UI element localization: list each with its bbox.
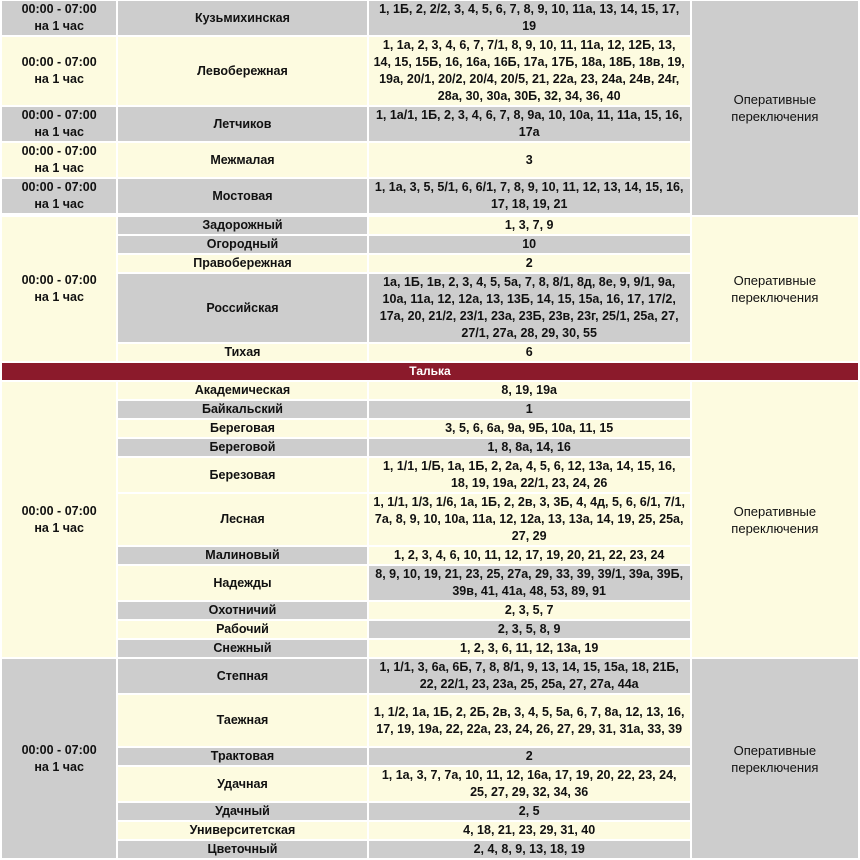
table-row: [2, 659, 858, 693]
houses-cell: 2, 3, 5, 7: [369, 602, 690, 619]
time-cell: 00:00 - 07:00 на 1 час: [2, 217, 116, 361]
street-cell: Рабочий: [118, 621, 366, 638]
houses-cell: 2, 5: [369, 803, 690, 820]
time-cell: 00:00 - 07:00 на 1 час: [2, 107, 116, 141]
houses-cell: 1, 1/2, 1а, 1Б, 2, 2Б, 2в, 3, 4, 5, 5а, 6, 7, 8а, 12, 13, 16, 17, 19, 19а, 22, 22а, 23, 24, 26, 27, 29, 31, 31а, 33, 39: [369, 695, 690, 746]
houses-cell: 10: [369, 236, 690, 253]
operations-cell: Оперативные переключения: [692, 659, 858, 858]
houses-cell: 1а, 1Б, 1в, 2, 3, 4, 5, 5а, 7, 8, 8/1, 8д, 8е, 9, 9/1, 9а, 10а, 11а, 12, 12а, 13, 13Б, 14, 15, 15а, 16, 17, 17/2, 17а, 20, 21/2, 23/1, 23а, 23Б, 23в, 23г, 25/1, 25а, 27, 27/1, 27а, 28, 29, 30, 55: [369, 274, 690, 342]
street-cell: Трактовая: [118, 748, 366, 765]
street-cell: Правобережная: [118, 255, 366, 272]
street-cell: Береговой: [118, 439, 366, 456]
street-cell: Надежды: [118, 566, 366, 600]
street-cell: Охотничий: [118, 602, 366, 619]
section-title: Талька: [2, 363, 858, 380]
houses-cell: 1, 1а/1, 1Б, 2, 3, 4, 6, 7, 8, 9а, 10, 10а, 11, 11а, 15, 16, 17а: [369, 107, 690, 141]
street-cell: Березовая: [118, 458, 366, 492]
time-cell: [2, 1, 116, 35]
street-cell: Летчиков: [118, 107, 366, 141]
houses-cell: 1, 2, 3, 4, 6, 10, 11, 12, 17, 19, 20, 21, 22, 23, 24: [369, 547, 690, 564]
street-cell: Снежный: [118, 640, 366, 657]
street-cell: Академическая: [118, 382, 366, 399]
time-cell: 00:00 - 07:00 на 1 час: [2, 659, 116, 858]
houses-cell: 1, 1/1, 1/3, 1/6, 1а, 1Б, 2, 2в, 3, 3Б, 4, 4д, 5, 6, 6/1, 7/1, 7а, 8, 9, 10, 10а, 11а, 12, 12а, 13, 13а, 14, 19, 25, 25а, 27, 29: [369, 494, 690, 545]
street-cell: Лесная: [118, 494, 366, 545]
houses-cell: 2, 3, 5, 8, 9: [369, 621, 690, 638]
street-cell: Задорожный: [118, 217, 366, 234]
houses-cell: 1, 1/1, 3, 6а, 6Б, 7, 8, 8/1, 9, 13, 14, 15, 15а, 18, 21Б, 22, 22/1, 23, 23а, 25, 25а, 27, 27а, 44а: [369, 659, 690, 693]
street-cell: Удачный: [118, 803, 366, 820]
houses-cell: 3, 5, 6, 6а, 9а, 9Б, 10а, 11, 15: [369, 420, 690, 437]
houses-cell: 3: [369, 143, 690, 177]
houses-cell: 1, 1а, 3, 5, 5/1, 6, 6/1, 7, 8, 9, 10, 11, 12, 13, 14, 15, 16, 17, 18, 19, 21: [369, 179, 690, 213]
street-cell: Университетская: [118, 822, 366, 839]
street-cell: Береговая: [118, 420, 366, 437]
operations-cell: Оперативные переключения: [692, 217, 858, 361]
street-cell: Тихая: [118, 344, 366, 361]
time-cell: 00:00 - 07:00 на 1 час: [2, 37, 116, 105]
street-cell: Межмалая: [118, 143, 366, 177]
street-cell: Степная: [118, 659, 366, 693]
street-cell: Удачная: [118, 767, 366, 801]
street-cell: Цветочный: [118, 841, 366, 858]
houses-cell: 2: [369, 255, 690, 272]
street-cell: Таежная: [118, 695, 366, 746]
houses-cell: 1, 1Б, 2, 2/2, 3, 4, 5, 6, 7, 8, 9, 10, 11а, 13, 14, 15, 17, 19: [369, 1, 690, 35]
houses-cell: 1, 1а, 3, 7, 7а, 10, 11, 12, 16а, 17, 19, 20, 22, 23, 24, 25, 27, 29, 32, 34, 36: [369, 767, 690, 801]
houses-cell: 1, 2, 3, 6, 11, 12, 13а, 19: [369, 640, 690, 657]
time-cell: 00:00 - 07:00 на 1 час: [2, 179, 116, 213]
table-row: [2, 382, 858, 399]
street-cell: Мостовая: [118, 179, 366, 213]
houses-cell: 8, 9, 10, 19, 21, 23, 25, 27а, 29, 33, 39, 39/1, 39а, 39Б, 39в, 41, 41а, 48, 53, 89, 91: [369, 566, 690, 600]
houses-cell: 8, 19, 19а: [369, 382, 690, 399]
houses-cell: 2, 4, 8, 9, 13, 18, 19: [369, 841, 690, 858]
houses-cell: 6: [369, 344, 690, 361]
houses-cell: 2: [369, 748, 690, 765]
houses-cell: 1, 1а, 2, 3, 4, 6, 7, 7/1, 8, 9, 10, 11, 11а, 12, 12Б, 13, 14, 15, 15Б, 16, 16а, 16Б, 17а, 17Б, 18а, 18Б, 18в, 19, 19а, 20/1, 20/2, 20/4, 20/5, 21, 22а, 23, 24а, 24в, 24г, 28а, 30, 30а, 30Б, 32, 34, 36, 40: [369, 37, 690, 105]
time-range: 00:00 - 07:00 на 1 час: [21, 2, 97, 33]
houses-cell: 4, 18, 21, 23, 29, 31, 40: [369, 822, 690, 839]
street-cell: Малиновый: [118, 547, 366, 564]
street-cell: Огородный: [118, 236, 366, 253]
street-cell: Байкальский: [118, 401, 366, 418]
table-row: [2, 217, 858, 234]
street-cell: Левобережная: [118, 37, 366, 105]
operations-cell: Оперативные переключения: [692, 382, 858, 657]
section-row: [2, 363, 858, 380]
houses-cell: 1: [369, 401, 690, 418]
street-cell: Кузьмихинская: [118, 1, 366, 35]
time-cell: 00:00 - 07:00 на 1 час: [2, 382, 116, 657]
street-cell: Российская: [118, 274, 366, 342]
houses-cell: 1, 8, 8а, 14, 16: [369, 439, 690, 456]
time-cell: 00:00 - 07:00 на 1 час: [2, 143, 116, 177]
houses-cell: 1, 3, 7, 9: [369, 217, 690, 234]
table-row: [2, 1, 858, 35]
operations-cell: Оперативные переключения: [692, 1, 858, 215]
houses-cell: 1, 1/1, 1/Б, 1а, 1Б, 2, 2а, 4, 5, 6, 12, 13а, 14, 15, 16, 18, 19, 19а, 22/1, 23, 24, 26: [369, 458, 690, 492]
